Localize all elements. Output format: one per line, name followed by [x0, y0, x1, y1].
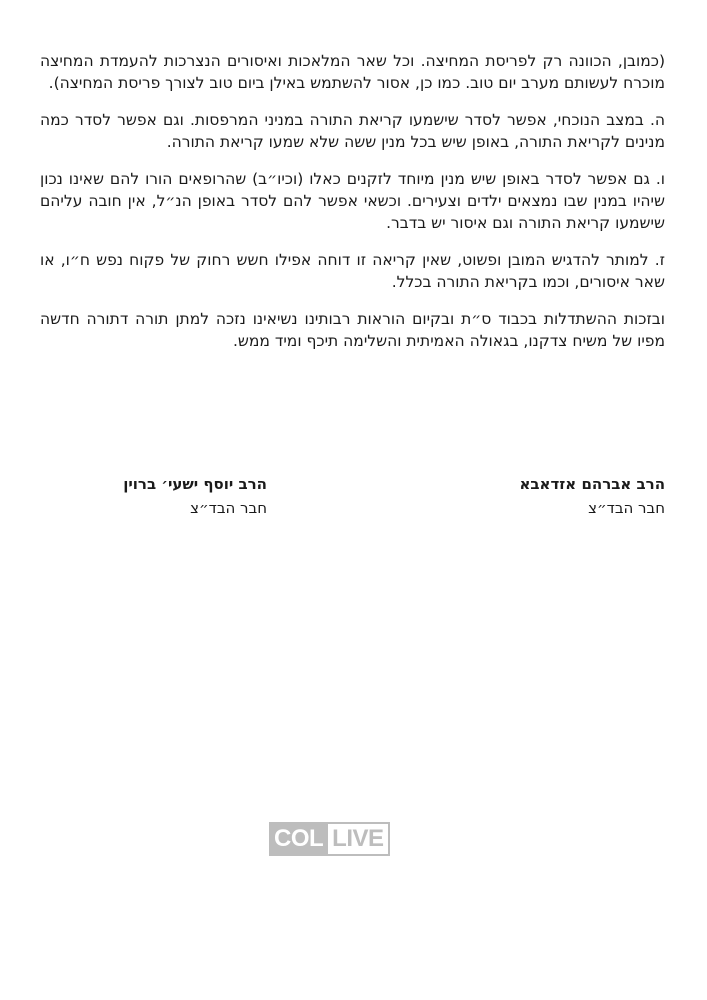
paragraph-zayin: ז. למותר להדגיש המובן ופשוט, שאין קריאה זו דוחה אפילו חשש רחוק של פקוח נפש ח״ו, או שאר איסורים, וכמו בקריאת התורה בכלל.: [40, 251, 665, 291]
paragraph-closing: ובזכות ההשתדלות בכבוד ס״ת ובקיום הוראות רבותינו נשיאינו נזכה למתן תורה דתורה חדשה מפיו של משיח צדקנו, בגאולה האמיתית והשלימה תיכף ומיד ממש.: [40, 310, 665, 350]
letter-body: [40, 50, 665, 367]
paragraph-vav: ו. גם אפשר לסדר באופן שיש מנין מיוחד לזקנים כאלו (וכיו״ב) שהרופאים הורו להם שאינו נכון שיהיו במנין שבו נמצאים ילדים וצעירים. וכשאי אפשר להם לסדר באופן הנ״ל, אין חובה עליהם שישמעו קריאת התורה וגם איסור יש בדבר.: [40, 170, 665, 232]
paragraph-heh: ה. במצב הנוכחי, אפשר לסדר שישמעו קריאת התורה במניני המרפסות. וגם אפשר לסדר כמה מנינים לקריאת התורה, באופן שיש בכל מנין ששה שלא שמעו קריאת התורה.: [40, 111, 665, 151]
signature-right-name: הרב אברהם אזדאבא: [519, 475, 665, 493]
logo-col-text: COL: [269, 822, 328, 856]
logo-live-text: LIVE: [328, 822, 389, 856]
signature-left-name: הרב יוסף ישעי׳ ברוין: [123, 475, 267, 493]
signature-left-title: חבר הבד״צ: [190, 499, 267, 517]
collive-watermark-logo: [269, 822, 390, 856]
signature-right-title: חבר הבד״צ: [588, 499, 665, 517]
signature-left: [47, 472, 267, 520]
signature-right: [445, 472, 665, 520]
paragraph-continuation: (כמובן, הכוונה רק לפריסת המחיצה. וכל שאר המלאכות ואיסורים הנצרכות להעמדת המחיצה מוכרח לעשותם מערב יום טוב. כמו כן, אסור להשתמש באילן ביום טוב לצורך פריסת המחיצה).: [40, 52, 665, 92]
